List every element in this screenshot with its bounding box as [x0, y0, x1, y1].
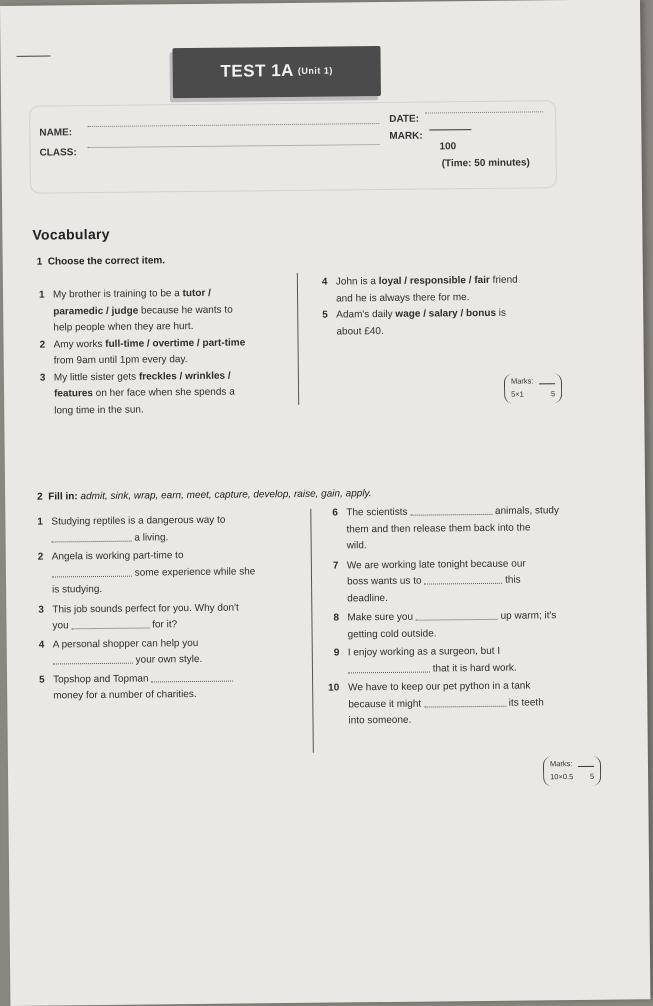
answer-blank[interactable] [151, 670, 233, 682]
item-line: from 9am until 1pm every day. [53, 354, 188, 367]
item-line: into someone. [348, 714, 412, 727]
item-line: deadline. [347, 592, 388, 604]
test-unit: (Unit 1) [297, 65, 333, 76]
ex1-instruction-text: Choose the correct item. [47, 255, 166, 268]
time-limit: (Time: 50 minutes) [441, 157, 530, 170]
ex1-marks-fraction-line [539, 383, 555, 384]
ex2-label: Fill in: [48, 491, 78, 503]
answer-blank[interactable] [416, 609, 498, 621]
item-line: a living. [52, 529, 226, 547]
ex2-number: 2 [37, 491, 43, 503]
ex1-marks-denominator: 5 [550, 389, 556, 399]
ex1-item-3 [39, 368, 235, 419]
item-number: 10 [328, 682, 340, 694]
item-number: 7 [332, 559, 339, 572]
name-label: NAME: [39, 127, 73, 139]
date-label: DATE: [389, 113, 420, 125]
item-number: 5 [322, 309, 328, 321]
ex1-marks-formula: 5×1 [511, 389, 524, 399]
item-line: Make sure you up warm; it's [347, 610, 557, 624]
item-line: paramedic / judge because he wants to [53, 304, 233, 317]
item-number: 1 [38, 289, 45, 301]
item-line: that it is hard work. [348, 660, 517, 678]
item-line: I enjoy working as a surgeon, but I [347, 645, 501, 659]
class-label: CLASS: [39, 147, 77, 159]
ex1-item-2 [39, 335, 246, 370]
test-title-text: TEST 1A [220, 60, 294, 81]
ex1-item-4 [321, 273, 518, 308]
item-line: My brother is training to be a tutor / [52, 287, 211, 301]
item-line: features on her face when she spends a [54, 386, 235, 400]
test-title-banner [172, 46, 381, 98]
item-number: 8 [333, 612, 340, 624]
ex2-instruction [37, 488, 372, 503]
item-line: getting cold outside. [347, 627, 437, 640]
ex2-marks-box [543, 756, 601, 787]
answer-blank[interactable] [53, 653, 133, 665]
item-line: John is a loyal / responsible / fair friend [335, 274, 518, 288]
ex1-marks-label: Marks: [510, 376, 534, 386]
item-number: 5 [38, 674, 45, 686]
ex2-item-4 [38, 635, 203, 670]
mark-denominator: 100 [439, 141, 457, 153]
item-line: This job sounds perfect for you. Why don't [52, 602, 239, 615]
item-number: 6 [332, 507, 338, 519]
ex2-item-10 [328, 678, 544, 730]
item-line: The scientists animals, study [346, 505, 559, 519]
ex2-marks-label: Marks: [549, 759, 573, 769]
answer-blank[interactable] [348, 661, 430, 673]
ex2-marks-formula: 10×0.5 [550, 772, 574, 782]
answer-blank[interactable] [52, 565, 132, 577]
item-line: them and then release them back into the [346, 521, 531, 535]
ex2-item-5 [38, 670, 234, 705]
ex1-instruction [37, 255, 165, 267]
ex1-marks-box [504, 373, 562, 404]
item-line: Angela is working part-time to [51, 550, 184, 563]
item-line: help people when they are hurt. [53, 320, 194, 334]
corner-line [17, 55, 51, 56]
item-line: wild. [346, 540, 367, 552]
ex2-marks-denominator: 5 [589, 771, 595, 781]
item-line: and he is always there for me. [336, 291, 470, 304]
ex2-marks-fraction-line [578, 766, 594, 767]
ex2-word-list: admit, sink, wrap, earn, meet, capture, develop, raise, gain, apply. [80, 488, 372, 503]
item-line: is studying. [52, 583, 103, 596]
ex2-item-9 [333, 644, 517, 679]
answer-blank[interactable] [52, 530, 132, 542]
item-number: 9 [333, 647, 340, 659]
item-line: We have to keep our pet python in a tank [348, 680, 531, 694]
section-title: Vocabulary [32, 225, 110, 243]
item-line: you for it? [52, 619, 178, 632]
item-number: 3 [38, 604, 44, 616]
ex1-number: 1 [36, 256, 43, 268]
item-line: Studying reptiles is a dangerous way to [51, 514, 226, 528]
answer-blank[interactable] [71, 617, 149, 629]
item-line: boss wants us to this [346, 574, 521, 588]
ex2-item-8 [333, 608, 557, 643]
ex1-column-divider [297, 273, 299, 405]
item-line: A personal shopper can help you [52, 637, 199, 650]
ex1-item-1 [38, 286, 233, 337]
item-line: some experience while she [52, 564, 256, 583]
item-line: My little sister gets freckles / wrinkles / [53, 370, 231, 383]
ex2-item-1 [37, 513, 226, 548]
item-line: because it might its teeth [348, 696, 544, 710]
item-line: Topshop and Topman [53, 670, 233, 688]
mark-label: MARK: [389, 130, 423, 142]
item-line: Amy works full-time / overtime / part-time [53, 336, 246, 350]
item-number: 1 [37, 516, 44, 528]
item-line: your own style. [53, 652, 203, 670]
item-line: Adam's daily wage / salary / bonus is [336, 307, 507, 321]
item-number: 2 [39, 339, 46, 351]
ex2-item-6 [332, 503, 559, 555]
ex2-column-divider [310, 509, 314, 753]
item-line: about £40. [336, 325, 384, 337]
item-number: 2 [37, 551, 44, 563]
item-line: We are working late tonight because our [346, 558, 526, 571]
ex2-item-3 [38, 600, 239, 635]
ex2-item-7 [332, 556, 526, 607]
answer-blank[interactable] [424, 573, 502, 585]
item-line: money for a number of charities. [53, 688, 197, 702]
item-line: long time in the sun. [54, 404, 144, 416]
answer-blank[interactable] [410, 504, 492, 516]
ex1-item-5 [322, 306, 507, 341]
answer-blank[interactable] [424, 695, 506, 707]
item-number: 3 [39, 372, 46, 384]
item-number: 4 [38, 639, 45, 651]
ex2-item-2 [37, 547, 256, 599]
item-number: 4 [321, 276, 328, 288]
test-title [173, 60, 381, 82]
